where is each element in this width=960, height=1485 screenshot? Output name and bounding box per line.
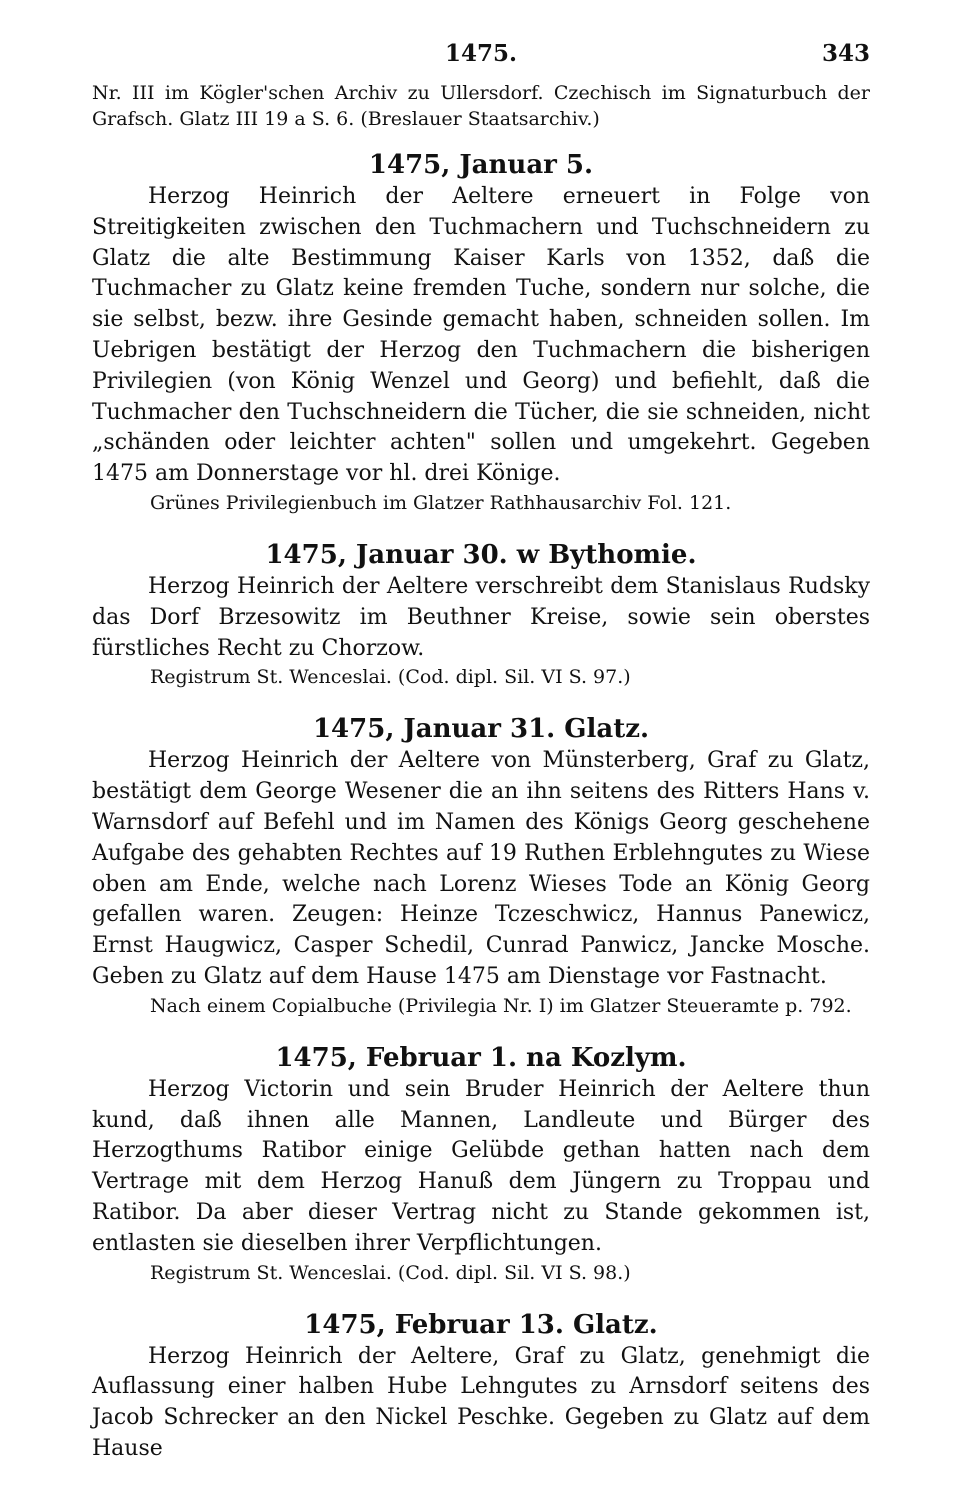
entry-body: Herzog Victorin und sein Bruder Heinrich der Aeltere thun kund, daß ihnen alle Mannen, Landleute und Bürger des Herzogthums Ratibor einige Gelübde gethan hatten nach dem Vertrage mit dem Herzog Hanuß dem Jüngern zu Troppau und Ratibor. Da aber dieser Vertrag nicht zu Stande gekommen ist, entlasten sie dieselben ihrer Verpflichtungen. [92, 1076, 870, 1256]
page-header [92, 40, 870, 80]
entry-5 [92, 1308, 870, 1465]
entry-body: Herzog Heinrich der Aeltere, Graf zu Glatz, genehmigt die Auflassung einer halben Hube Lehngutes zu Arnsdorf seitens des Jacob Schrecker an den Nickel Peschke. Gegeben zu Glatz auf dem Hause [92, 1343, 870, 1461]
entry-title: 1475, Januar 5. [368, 150, 594, 180]
entry-source: Registrum St. Wenceslai. (Cod. dipl. Sil. VI S. 97.) [150, 666, 631, 689]
entry-1 [92, 148, 870, 516]
running-head-year: 1475. [444, 40, 518, 67]
entry-2 [92, 538, 870, 690]
entry-title: 1475, Januar 30. w Bythomie. [265, 539, 697, 570]
entry-body: Herzog Heinrich der Aeltere erneuert in Folge von Streitigkeiten zwischen den Tuchmachern und Tuchschneidern zu Glatz die alte Bestimmung Kaiser Karls von 1352, daß die Tuchmacher zu Glatz keine fremden Tuche, sondern nur solche, die sie selbst, bezw. ihre Gesinde gemacht haben, schneiden sollen. Im Uebrigen bestätigt der Herzog den Tuchmachern die bisherigen Privilegien (von König Wenzel und Georg) und befiehlt, daß die Tuchmacher den Tuchschneidern die Tücher, die sie schneiden, nicht „schänden oder leichter achten" sollen und umgekehrt. Gegeben 1475 am Donnerstage vor hl. drei Könige. [92, 184, 870, 487]
entry-body: Herzog Heinrich der Aeltere verschreibt dem Stanislaus Rudsky das Dorf Brzesowitz im Beuthner Kreise, sowie sein oberstes fürstliches Recht zu Chorzow. [92, 573, 870, 661]
entry-title: 1475, Februar 13. Glatz. [304, 1309, 658, 1340]
entry-title: 1475, Februar 1. na Kozlym. [275, 1042, 687, 1073]
entry-source: Registrum St. Wenceslai. (Cod. dipl. Sil. VI S. 98.) [150, 1261, 631, 1284]
entry-source: Grünes Privilegienbuch im Glatzer Rathhausarchiv Fol. 121. [150, 491, 732, 514]
entry-title: 1475, Januar 31. Glatz. [312, 714, 650, 745]
entry-source: Nach einem Copialbuche (Privilegia Nr. I) im Glatzer Steueramte p. 792. [150, 994, 852, 1017]
entry-4 [92, 1041, 870, 1286]
top-note: Nr. III im Kögler'schen Archiv zu Ullersdorf. Czechisch im Signaturbuch der Grafsch. Glatz III 19 a S. 6. (Breslauer Staatsarchiv.) [92, 82, 870, 130]
entry-body: Herzog Heinrich der Aeltere von Münsterberg, Graf zu Glatz, bestätigt dem George Wesener die an ihn seitens des Ritters Hans v. Warnsdorf auf Befehl und im Namen des Königs Georg geschehene Aufgabe des gehabten Rechtes auf 19 Ruthen Erblehngutes zu Wiese oben am Ende, welche nach Lorenz Wieses Tode an König Georg gefallen waren. Zeugen: Heinze Tczeschwicz, Hannus Panewicz, Ernst Haugwicz, Casper Schedil, Cunrad Panwicz, Jancke Mosche. Geben zu Glatz auf dem Hause 1475 am Dienstage vor Fastnacht. [92, 748, 870, 989]
entry-3 [92, 712, 870, 1018]
page-number: 343 [821, 40, 870, 67]
